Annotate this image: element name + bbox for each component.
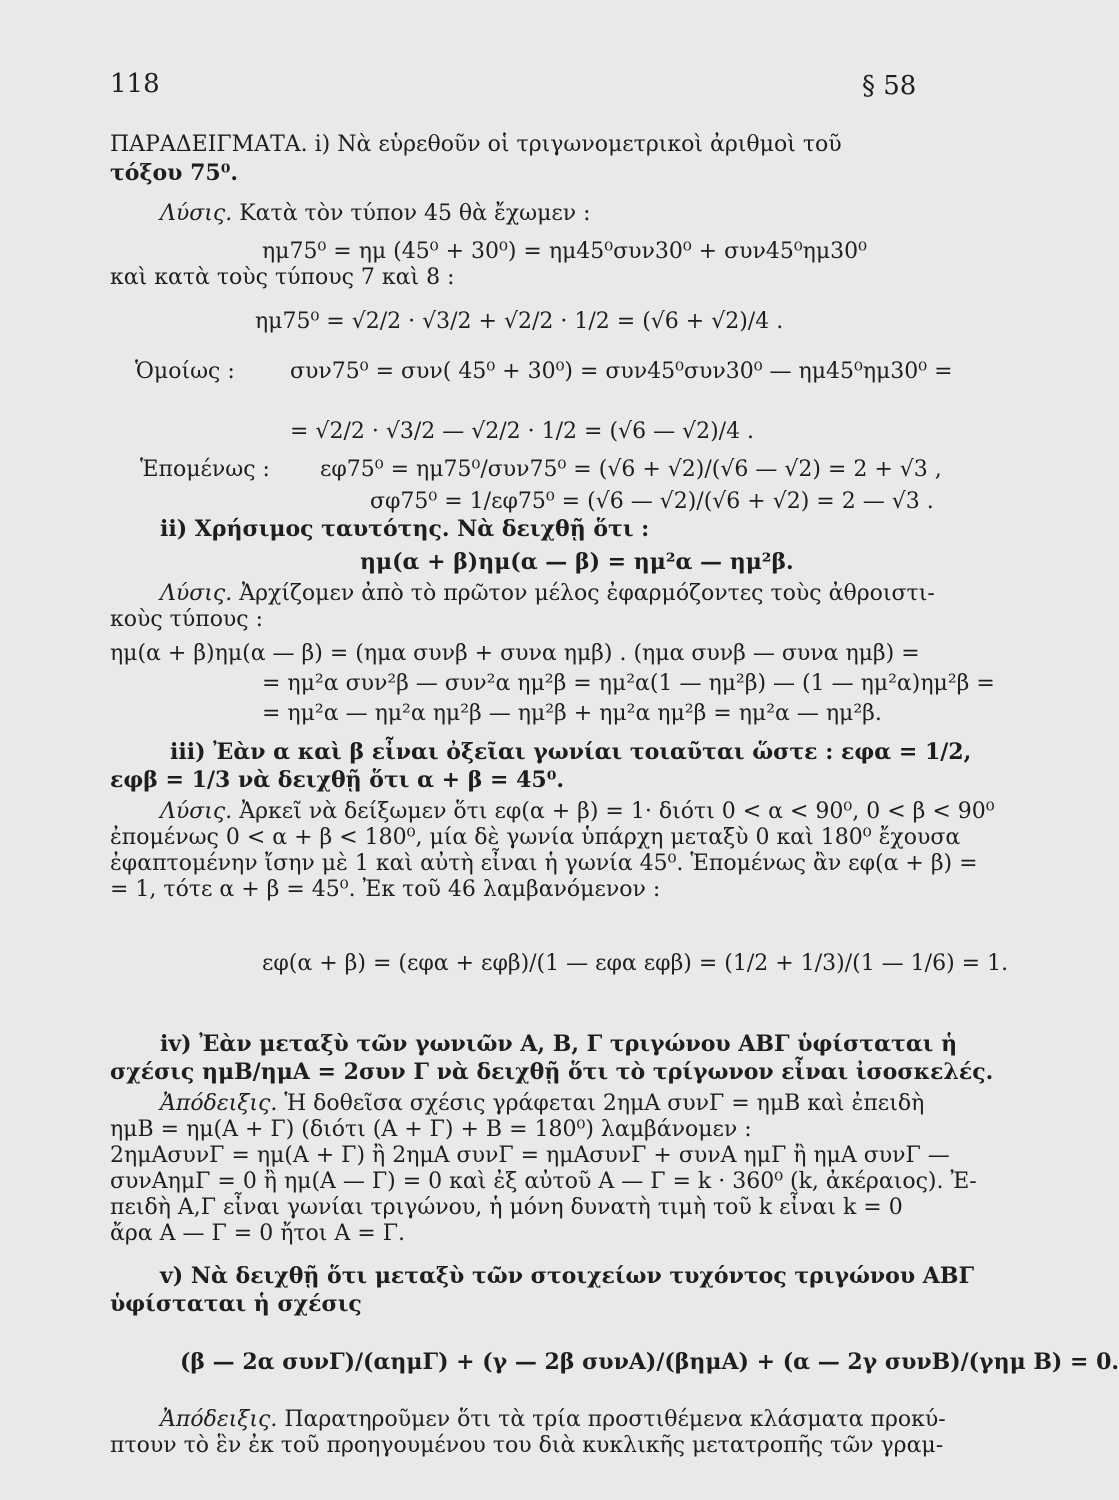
equation-line: = ημ²α — ημ²α ημ²β — ημ²β + ημ²α ημ²β = ημ²α — ημ²β. bbox=[262, 701, 882, 726]
equation-line: ημ(α + β)ημ(α — β) = (ημα συνβ + συνα ημβ) . (ημα συνβ — συνα ημβ) = bbox=[110, 641, 920, 666]
text-line bbox=[160, 1406, 946, 1434]
text-line: εφβ = 1/3 νὰ δειχθῇ ὅτι α + β = 45⁰. bbox=[110, 767, 565, 793]
equation-line: ημ75⁰ = ημ (45⁰ + 30⁰) = ημ45⁰συν30⁰ + συν45⁰ημ30⁰ bbox=[262, 239, 867, 264]
text-line: πειδὴ Α,Γ εἶναι γωνίαι τριγώνου, ἡ μόνη δυνατὴ τιμὴ τοῦ k εἶναι k = 0 bbox=[110, 1195, 903, 1220]
text-label: Ἑπομένως : bbox=[140, 457, 270, 482]
example-3-heading: iii) Ἐὰν α καὶ β εἶναι ὀξεῖαι γωνίαι τοιαῦται ὥστε : εφα = 1/2, bbox=[170, 739, 972, 765]
text-line bbox=[160, 1090, 924, 1118]
text-label: Ὁμοίως : bbox=[135, 359, 235, 384]
text-line: πτουν τὸ ἓν ἐκ τοῦ προηγουμένου του διὰ κυκλικῆς μετατροπῆς τῶν γραμ- bbox=[110, 1433, 944, 1458]
equation-cot75: σφ75⁰ = 1/εφ75⁰ = (√6 — √2)/(√6 + √2) = 2 — √3 . bbox=[370, 489, 934, 514]
equation-sin75: ημ75⁰ = √2/2 · √3/2 + √2/2 · 1/2 = (√6 + √2)/4 . bbox=[255, 309, 784, 334]
example-2-heading: ii) Χρήσιμος ταυτότης. Νὰ δειχθῇ ὅτι : bbox=[160, 516, 650, 542]
page-number: 118 bbox=[110, 69, 160, 99]
equation-triangle-identity: (β — 2α συνΓ)/(αημΓ) + (γ — 2β συνΑ)/(βημΑ) + (α — 2γ συνΒ)/(γημ Β) = 0. bbox=[180, 1349, 1119, 1375]
text-line: = 1, τότε α + β = 45⁰. Ἐκ τοῦ 46 λαμβανόμενον : bbox=[110, 877, 661, 902]
solution-label: Λύσις. bbox=[160, 201, 233, 226]
text-line: τόξου 75⁰. bbox=[110, 160, 239, 186]
section-number: § 58 bbox=[862, 71, 917, 101]
text-line: καὶ κατὰ τοὺς τύπους 7 καὶ 8 : bbox=[110, 265, 455, 290]
example-1-heading: ΠΑΡΑΔΕΙΓΜΑΤΑ. i) Νὰ εὑρεθοῦν οἱ τριγωνομετρικοὶ ἀριθμοὶ τοῦ bbox=[110, 132, 842, 157]
text-line: ὑφίσταται ἡ σχέσις bbox=[110, 1291, 362, 1317]
text-line: ημΒ = ημ(Α + Γ) (διότι (Α + Γ) + Β = 180⁰) λαμβάνομεν : bbox=[110, 1117, 752, 1142]
solution-label: Λύσις. bbox=[160, 581, 233, 606]
equation-tan-sum: εφ(α + β) = (εφα + εφβ)/(1 — εφα εφβ) = (1/2 + 1/3)/(1 — 1/6) = 1. bbox=[262, 951, 1009, 976]
text-span: Κατὰ τὸν τύπον 45 θὰ ἔχωμεν : bbox=[239, 201, 591, 226]
text-line: σχέσις ημΒ/ημΑ = 2συν Γ νὰ δειχθῇ ὅτι τὸ τρίγωνον εἶναι ἰσοσκελές. bbox=[110, 1059, 994, 1085]
text-line: ἐφαπτομένην ἴσην μὲ 1 καὶ αὐτὴ εἶναι ἡ γωνία 45⁰. Ἑπομένως ἂν εφ(α + β) = bbox=[110, 851, 978, 876]
text-line: 2ημΑσυνΓ = ημ(Α + Γ) ἢ 2ημΑ συνΓ = ημΑσυνΓ + συνΑ ημΓ ἢ ημΑ συνΓ — bbox=[110, 1143, 950, 1168]
equation-tan75: εφ75⁰ = ημ75⁰/συν75⁰ = (√6 + √2)/(√6 — √2) = 2 + √3 , bbox=[320, 457, 942, 482]
example-5-heading: v) Νὰ δειχθῇ ὅτι μεταξὺ τῶν στοιχείων τυχόντος τριγώνου ΑΒΓ bbox=[160, 1263, 975, 1289]
proof-label: Ἀπόδειξις. bbox=[160, 1091, 278, 1116]
text-span: Ἀρκεῖ νὰ δείξωμεν ὅτι εφ(α + β) = 1· διότι 0 < α < 90⁰, 0 < β < 90⁰ bbox=[239, 799, 995, 824]
equation-line: = ημ²α συν²β — συν²α ημ²β = ημ²α(1 — ημ²β) — (1 — ημ²α)ημ²β = bbox=[262, 671, 995, 696]
text-line: ἐπομένως 0 < α + β < 180⁰, μία δὲ γωνία ὑπάρχη μεταξὺ 0 καὶ 180⁰ ἔχουσα bbox=[110, 825, 961, 850]
proof-label: Ἀπόδειξις. bbox=[160, 1407, 278, 1432]
text-line bbox=[160, 798, 995, 826]
text-line: κοὺς τύπους : bbox=[110, 607, 264, 632]
text-line bbox=[160, 580, 935, 608]
equation-cos75: συν75⁰ = συν( 45⁰ + 30⁰) = συν45⁰συν30⁰ — ημ45⁰ημ30⁰ = bbox=[290, 359, 953, 384]
example-4-heading: iv) Ἐὰν μεταξὺ τῶν γωνιῶν Α, Β, Γ τριγώνου ΑΒΓ ὑφίσταται ἡ bbox=[160, 1031, 958, 1057]
text-line bbox=[160, 200, 591, 228]
equation-line: = √2/2 · √3/2 — √2/2 · 1/2 = (√6 — √2)/4 . bbox=[290, 419, 755, 444]
text-span: Ἡ δοθεῖσα σχέσις γράφεται 2ημΑ συνΓ = ημΒ καὶ ἐπειδὴ bbox=[284, 1091, 925, 1116]
text-line: ἄρα Α — Γ = 0 ἤτοι Α = Γ. bbox=[110, 1221, 405, 1246]
text-line: συνΑημΓ = 0 ἢ ημ(Α — Γ) = 0 καὶ ἐξ αὐτοῦ Α — Γ = k · 360⁰ (k, ἀκέραιος). Ἐ- bbox=[110, 1169, 977, 1194]
text-span: Ἀρχίζομεν ἀπὸ τὸ πρῶτον μέλος ἐφαρμόζοντες τοὺς ἀθροιστι- bbox=[239, 581, 935, 606]
identity-statement: ημ(α + β)ημ(α — β) = ημ²α — ημ²β. bbox=[360, 549, 794, 575]
solution-label: Λύσις. bbox=[160, 799, 233, 824]
text-span: Παρατηροῦμεν ὅτι τὰ τρία προστιθέμενα κλάσματα προκύ- bbox=[284, 1407, 946, 1432]
